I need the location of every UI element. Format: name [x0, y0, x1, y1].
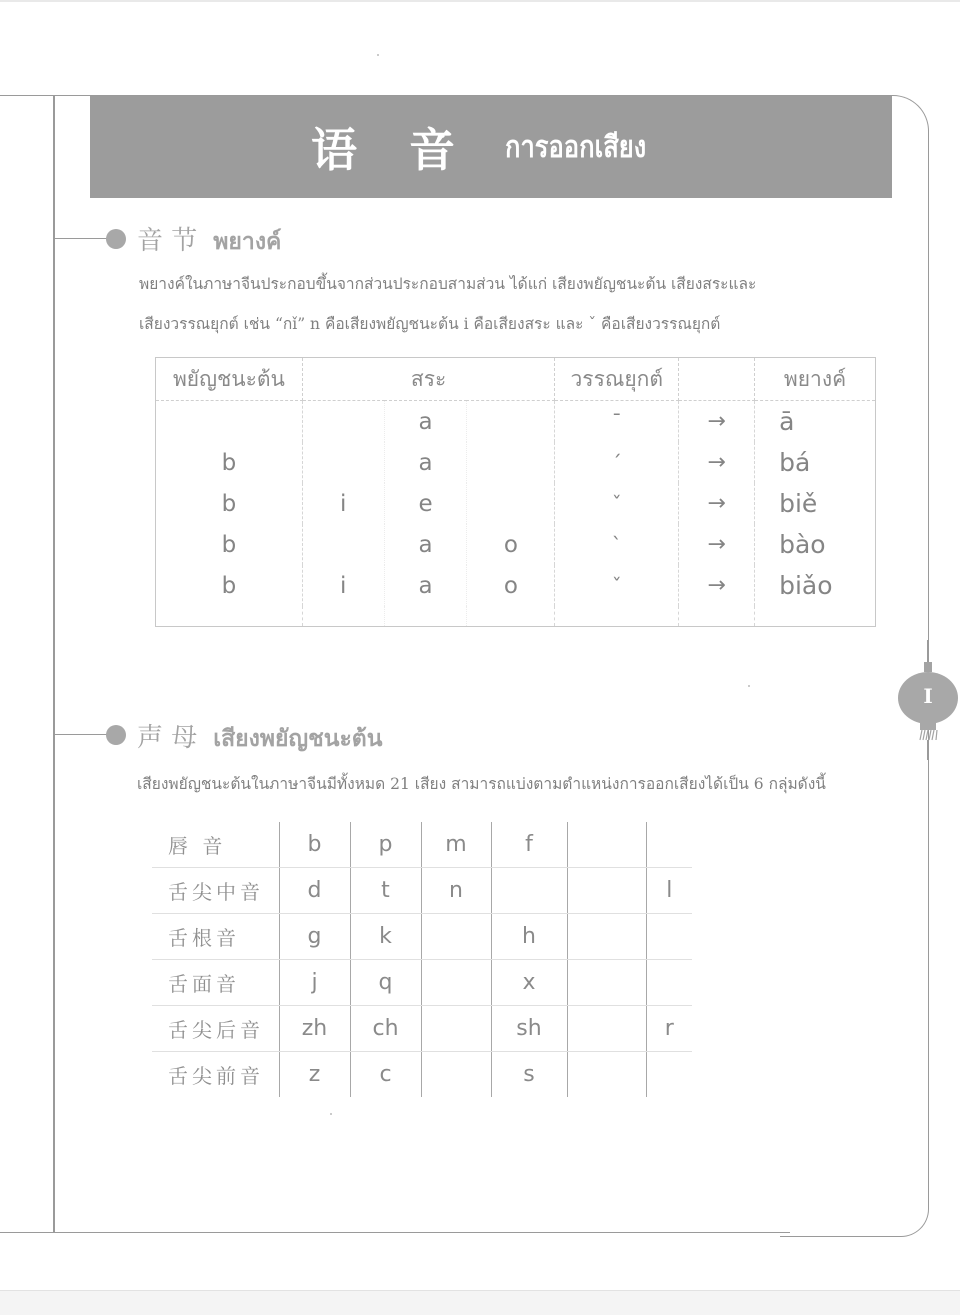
page-frame-left — [53, 95, 55, 1233]
cell-main-vowel: e — [384, 483, 467, 524]
cell-final — [467, 401, 555, 443]
section2-paragraph: เสียงพยัญชนะต้นในภาษาจีนมีทั้งหมด 21 เสียง สามารถแบ่งตามตำแหน่งการออกเสียงได้เป็น 6 กลุ่มดังนี้ — [137, 775, 826, 793]
syllable-table — [155, 357, 876, 627]
banner-title-zh-1: 语 — [310, 123, 357, 177]
cell-initial: b — [156, 524, 303, 565]
table-row — [156, 401, 876, 443]
section1-title-th: พยางค์ — [213, 228, 282, 255]
scan-speck — [748, 685, 750, 687]
row-label: 舌根音 — [152, 914, 279, 960]
section1-paragraph-line1: พยางค์ในภาษาจีนประกอบขึ้นจากส่วนประกอบสามส่วน ได้แก่ เสียงพยัญชนะต้น เสียงสระและ — [139, 275, 757, 293]
banner-title-zh-2: 音 — [408, 123, 455, 177]
cell-initial: b — [279, 822, 350, 868]
cell-initial: z — [279, 1052, 350, 1098]
header-initial: พยัญชนะต้น — [156, 358, 303, 401]
cell-medial: i — [302, 565, 384, 606]
cell-initial: g — [279, 914, 350, 960]
cell-initial: m — [421, 822, 491, 868]
cell-main-vowel: a — [384, 442, 467, 483]
section2-bullet-icon — [106, 725, 126, 745]
table-row — [156, 524, 876, 565]
initials-table — [152, 822, 692, 1097]
cell-initial: h — [491, 914, 567, 960]
header-vowel: สระ — [302, 358, 554, 401]
row-label: 舌尖中音 — [152, 868, 279, 914]
table-row — [152, 914, 692, 960]
syllable-table-header — [156, 358, 876, 401]
section1-title-zh: 音 节 — [137, 226, 198, 256]
section2-title-zh: 声 母 — [137, 723, 198, 753]
cell-initial: f — [491, 822, 567, 868]
arrow-icon: → — [679, 565, 755, 606]
cell-medial: i — [302, 483, 384, 524]
cell-initial — [421, 1052, 491, 1098]
cell-tone: ˇ — [555, 565, 679, 606]
section1-bullet-icon — [106, 229, 126, 249]
scan-speck — [377, 54, 379, 56]
table-row — [156, 483, 876, 524]
cell-initial — [421, 1006, 491, 1052]
cell-initial — [491, 868, 567, 914]
table-row — [152, 960, 692, 1006]
row-label: 舌尖后音 — [152, 1006, 279, 1052]
cell-syllable: biǎo — [779, 571, 833, 600]
cell-initial — [646, 822, 692, 868]
cell-initial — [646, 960, 692, 1006]
cell-tone: ˇ — [555, 483, 679, 524]
cell-medial — [302, 524, 384, 565]
section2-heading — [137, 717, 382, 757]
page-top-edge — [0, 0, 960, 2]
header-syllable: พยางค์ — [755, 358, 876, 401]
cell-initial: l — [646, 868, 692, 914]
cell-medial — [302, 442, 384, 483]
header-arrow — [679, 358, 755, 401]
table-padding-row — [156, 606, 876, 627]
cell-initial — [646, 1052, 692, 1098]
cell-initial: b — [156, 442, 303, 483]
row-label: 舌面音 — [152, 960, 279, 1006]
cell-initial: ch — [350, 1006, 421, 1052]
section2-title-th: เสียงพยัญชนะต้น — [213, 725, 383, 752]
cell-syllable: bá — [779, 448, 811, 477]
cell-main-vowel: a — [384, 401, 467, 443]
cell-final: o — [467, 565, 555, 606]
cell-final: o — [467, 524, 555, 565]
page-bottom-edge — [0, 1290, 960, 1315]
section2-rule — [54, 734, 110, 735]
row-label: 舌尖前音 — [152, 1052, 279, 1098]
arrow-icon: → — [679, 442, 755, 483]
cell-initial: s — [491, 1052, 567, 1098]
cell-initial: b — [156, 483, 303, 524]
arrow-icon: → — [679, 483, 755, 524]
row-label: 唇 音 — [152, 822, 279, 868]
cell-initial: k — [350, 914, 421, 960]
cell-tone: ˉ — [555, 401, 679, 443]
cell-tone: ˊ — [555, 442, 679, 483]
cell-initial: b — [156, 565, 303, 606]
cell-initial — [567, 1006, 646, 1052]
cell-initial — [421, 914, 491, 960]
cell-main-vowel: a — [384, 565, 467, 606]
cell-final — [467, 483, 555, 524]
table-row — [152, 1052, 692, 1098]
table-row — [156, 442, 876, 483]
section1-heading — [137, 220, 281, 260]
cell-main-vowel: a — [384, 524, 467, 565]
cell-initial: n — [421, 868, 491, 914]
cell-syllable: ā — [779, 407, 795, 436]
cell-initial — [567, 868, 646, 914]
chapter-banner — [90, 96, 892, 198]
cell-initial — [567, 914, 646, 960]
banner-title-th: การออกเสียง — [504, 130, 647, 164]
table-row — [152, 1006, 692, 1052]
cell-initial: zh — [279, 1006, 350, 1052]
cell-syllable: bào — [779, 530, 826, 559]
header-tone: วรรณยุกต์ — [555, 358, 679, 401]
cell-initial: d — [279, 868, 350, 914]
scan-speck — [330, 1113, 332, 1115]
cell-initial — [156, 401, 303, 443]
cell-initial: q — [350, 960, 421, 1006]
cell-initial: c — [350, 1052, 421, 1098]
cell-initial: t — [350, 868, 421, 914]
cell-initial — [646, 914, 692, 960]
chapter-tab — [898, 640, 960, 760]
table-row — [156, 565, 876, 606]
cell-initial: x — [491, 960, 567, 1006]
cell-initial: sh — [491, 1006, 567, 1052]
cell-initial — [567, 822, 646, 868]
table-row — [152, 822, 692, 868]
section1-paragraph-line2: เสียงวรรณยุกต์ เช่น “กǐ” n คือเสียงพยัญชนะต้น i คือเสียงสระ และ ˇ คือเสียงวรรณยุกต์ — [139, 315, 721, 333]
section1-rule — [54, 238, 110, 239]
cell-final — [467, 442, 555, 483]
chapter-tab-label: I — [923, 684, 933, 708]
cell-initial: p — [350, 822, 421, 868]
arrow-icon: → — [679, 401, 755, 443]
arrow-icon: → — [679, 524, 755, 565]
page-frame-bottom — [0, 1232, 790, 1233]
cell-initial — [567, 960, 646, 1006]
table-row — [152, 868, 692, 914]
cell-initial — [421, 960, 491, 1006]
cell-initial — [567, 1052, 646, 1098]
cell-syllable: biě — [779, 489, 818, 518]
cell-initial: j — [279, 960, 350, 1006]
cell-medial — [302, 401, 384, 443]
cell-initial: r — [646, 1006, 692, 1052]
cell-tone: ˋ — [555, 524, 679, 565]
